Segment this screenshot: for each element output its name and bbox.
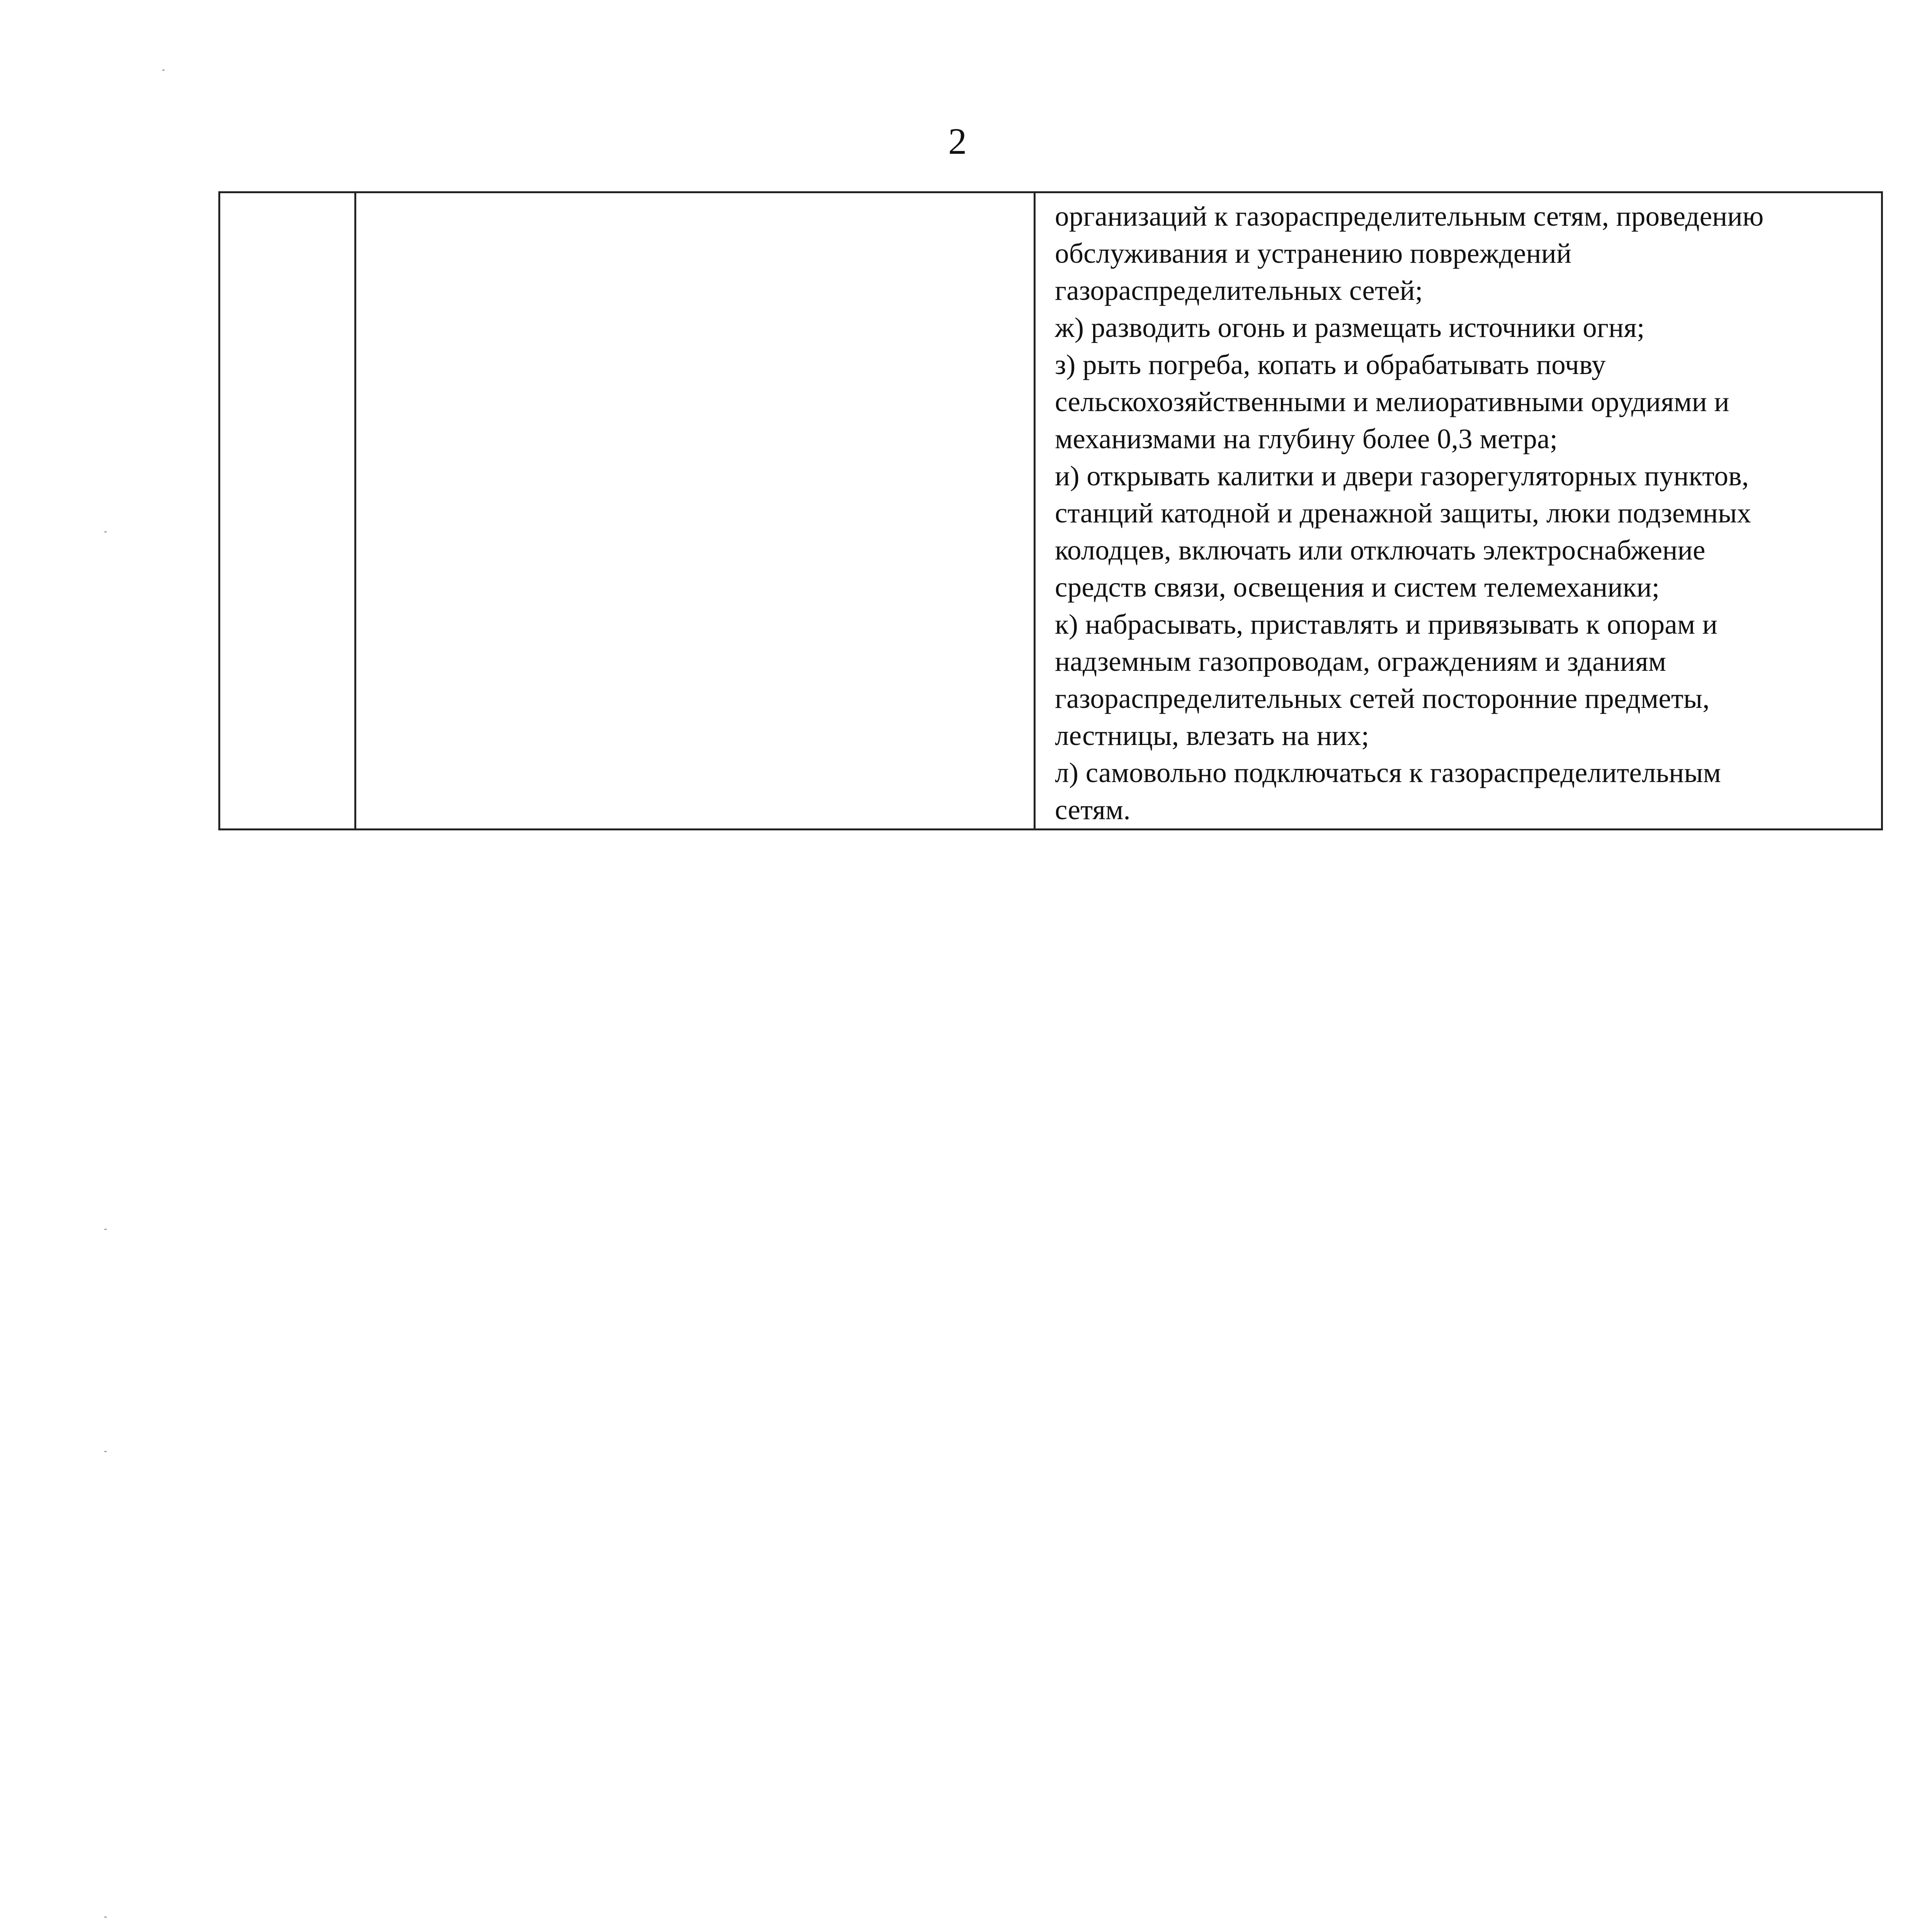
text-line: к) набрасывать, приставлять и привязывать к опорам и [1055, 609, 1718, 640]
text-line: з) рыть погреба, копать и обрабатывать почву [1055, 349, 1606, 380]
text-line: сельскохозяйственными и мелиоративными орудиями и [1055, 386, 1730, 417]
scan-speck [104, 1229, 107, 1230]
text-line: ж) разводить огонь и размещать источники огня; [1055, 312, 1645, 343]
table-cell-3 [1035, 192, 1882, 830]
text-line: газораспределительных сетей посторонние предметы, [1055, 683, 1710, 714]
text-line: надземным газопроводам, ограждениям и зданиям [1055, 646, 1667, 677]
table-row [219, 192, 1882, 830]
table-cell-2 [355, 192, 1035, 830]
page-number: 2 [948, 121, 967, 162]
text-line: л) самовольно подключаться к газораспределительным [1055, 757, 1721, 788]
scan-speck [104, 1917, 107, 1918]
text-line: станций катодной и дренажной защиты, люки подземных [1055, 497, 1751, 529]
text-line: обслуживания и устранению повреждений [1055, 238, 1572, 269]
text-line: сетям. [1055, 794, 1131, 825]
document-table [218, 191, 1883, 830]
text-line: лестницы, влезать на них; [1055, 720, 1369, 751]
text-line: организаций к газораспределительным сетям, проведению [1055, 201, 1764, 232]
cell-text [1036, 193, 1881, 828]
text-line: механизмами на глубину более 0,3 метра; [1055, 423, 1558, 454]
table-cell-1 [219, 192, 355, 830]
scan-speck [104, 1451, 107, 1452]
text-line: газораспределительных сетей; [1055, 275, 1423, 306]
text-line: средств связи, освещения и систем телемеханики; [1055, 571, 1660, 603]
scan-speck [104, 531, 107, 532]
text-line: колодцев, включать или отключать электроснабжение [1055, 534, 1706, 566]
scan-speck [162, 70, 165, 71]
text-line: и) открывать калитки и двери газорегуляторных пунктов, [1055, 460, 1749, 492]
